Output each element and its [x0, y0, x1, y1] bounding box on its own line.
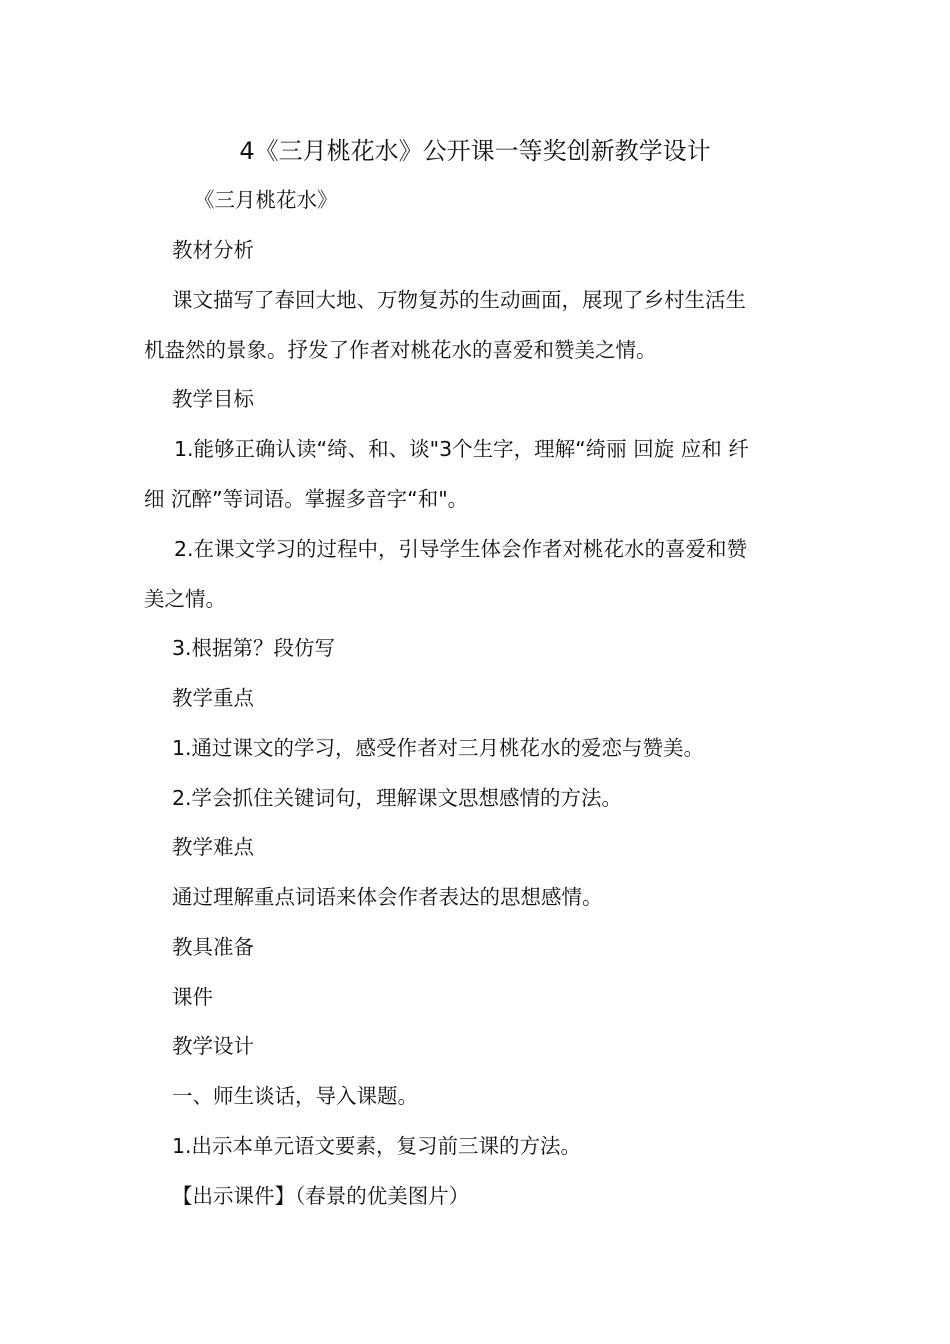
difficulty-text: 通过理解重点词语来体会作者表达的思想感情。 [172, 885, 603, 909]
lesson-name: 《三月桃花水》 [194, 188, 338, 212]
goal-item-continued: 细 沉醉”等词语。掌握多音字“和"。 [144, 487, 469, 511]
design-step-item: 1.出示本单元语文要素，复习前三课的方法。 [172, 1134, 582, 1158]
section-heading-teaching-aids: 教具准备 [172, 935, 254, 959]
goal-item: 2.在课文学习的过程中，引导学生体会作者对桃花水的喜爱和赞 [174, 537, 748, 561]
section-heading-key-points: 教学重点 [172, 686, 254, 710]
section-heading-teaching-design: 教学设计 [172, 1034, 254, 1058]
key-point-item: 1.通过课文的学习，感受作者对三月桃花水的爱恋与赞美。 [172, 736, 705, 760]
goal-item: 1.能够正确认读“绮、和、谈"3个生字，理解“绮丽 回旋 应和 纤 [174, 437, 749, 461]
paragraph-line: 课文描写了春回大地、万物复苏的生动画面，展现了乡村生活生 [172, 288, 746, 312]
document-title: 4《三月桃花水》公开课一等奖创新教学设计 [239, 137, 711, 165]
goal-item-continued: 美之情。 [144, 587, 226, 611]
goal-item: 3.根据第？段仿写 [172, 636, 336, 660]
section-heading-material-analysis: 教材分析 [172, 238, 254, 262]
courseware-note: 【出示课件】（春景的优美图片） [172, 1184, 470, 1208]
key-point-item: 2.学会抓住关键词句，理解课文思想感情的方法。 [172, 786, 623, 810]
paragraph-line: 机盎然的景象。抒发了作者对桃花水的喜爱和赞美之情。 [144, 338, 657, 362]
section-heading-difficulties: 教学难点 [172, 835, 254, 859]
design-step-heading: 一、师生谈话，导入课题。 [172, 1084, 418, 1108]
teaching-aid-text: 课件 [172, 985, 213, 1009]
section-heading-teaching-goals: 教学目标 [172, 387, 254, 411]
